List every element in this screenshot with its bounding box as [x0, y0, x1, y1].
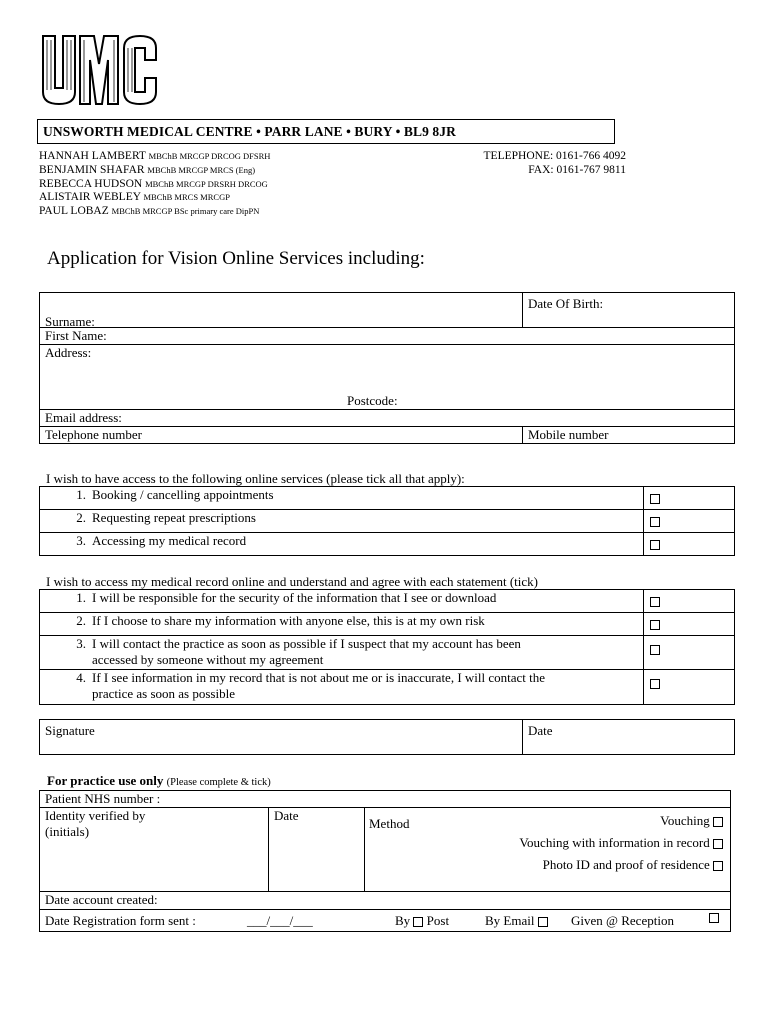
signature-field[interactable]: [40, 720, 523, 755]
statement-item: 4. If I see information in my record that is not about me or is inaccurate, I will contact the practice as soon as possible: [40, 670, 644, 705]
statement-label-cont: accessed by someone without my agreement: [92, 652, 324, 667]
doctor-row: [39, 150, 270, 164]
statement-4-checkbox[interactable]: [650, 679, 660, 689]
practice-heading-text: For practice use only: [47, 773, 164, 788]
method-option-label: Vouching: [660, 813, 710, 828]
service-item: 2. Requesting repeat prescriptions: [40, 510, 644, 533]
booking-checkbox[interactable]: [650, 494, 660, 504]
doctor-name: ALISTAIR WEBLEY: [39, 191, 141, 204]
statement-checkbox-cell: [644, 670, 735, 705]
form-title: Application for Vision Online Services including:: [47, 248, 425, 269]
method-label: Method: [369, 816, 410, 831]
registration-sent-field: [40, 910, 731, 932]
signature-date-label: Date: [528, 723, 553, 738]
service-label: Booking / cancelling appointments: [92, 487, 274, 502]
by-post-option[interactable]: [395, 913, 449, 929]
statement-label-cont: practice as soon as possible: [92, 686, 235, 701]
first-name-label: First Name:: [45, 328, 107, 343]
umc-logo: [40, 30, 160, 108]
statement-label: I will contact the practice as soon as possible if I suspect that my account has been: [92, 636, 521, 651]
statement-2-checkbox[interactable]: [650, 620, 660, 630]
account-created-label: Date account created:: [45, 892, 158, 907]
dob-field[interactable]: [523, 293, 735, 328]
service-checkbox-cell: [644, 510, 735, 533]
doctor-quals: MBChB MRCGP DRSRH DRCOG: [145, 178, 268, 189]
signature-label: Signature: [45, 723, 95, 738]
doctor-quals: MBChB MRCGP MRCS (Eng): [147, 164, 256, 175]
services-intro: I wish to have access to the following online services (please tick all that apply):: [46, 471, 465, 486]
practice-heading-note: (Please complete & tick): [166, 777, 271, 788]
doctor-quals: MBChB MRCS MRCGP: [143, 192, 230, 203]
service-checkbox-cell: [644, 487, 735, 510]
method-option-label: Photo ID and proof of residence: [542, 857, 710, 872]
statement-1-checkbox[interactable]: [650, 597, 660, 607]
post-label: Post: [426, 912, 450, 928]
address-label: Address:: [45, 345, 92, 360]
doctor-row: [39, 191, 270, 205]
doctors-list: [39, 150, 270, 219]
doctor-row: [39, 164, 270, 178]
vouching-checkbox[interactable]: [713, 817, 723, 827]
service-checkbox-cell: [644, 533, 735, 556]
mobile-label: Mobile number: [528, 427, 609, 442]
practice-table: [39, 790, 731, 932]
email-checkbox[interactable]: [538, 917, 548, 927]
doctor-row: [39, 178, 270, 192]
signature-table: [39, 719, 735, 755]
doctor-name: BENJAMIN SHAFAR: [39, 163, 145, 176]
doctor-name: HANNAH LAMBERT: [39, 150, 146, 162]
account-created-field[interactable]: [40, 892, 731, 910]
doctor-quals: MBChB MRCGP BSc primary care DipPN: [111, 206, 260, 217]
nhs-number-field[interactable]: [40, 791, 731, 808]
statement-checkbox-cell: [644, 590, 735, 613]
initials-label: (initials): [45, 824, 90, 839]
service-label: Accessing my medical record: [92, 533, 247, 548]
medical-record-checkbox[interactable]: [650, 540, 660, 550]
method-option[interactable]: [370, 832, 725, 854]
services-table: [39, 486, 735, 556]
by-email-label: By Email: [485, 912, 535, 928]
telephone-label: Telephone number: [45, 427, 142, 442]
statement-label: I will be responsible for the security of the information that I see or download: [92, 590, 497, 605]
doctor-quals: MBChB MRCGP DRCOG DFSRH: [148, 151, 271, 161]
service-item: 1. Booking / cancelling appointments: [40, 487, 644, 510]
identity-date-label: Date: [274, 808, 299, 823]
statement-checkbox-cell: [644, 613, 735, 636]
method-option[interactable]: [370, 854, 725, 876]
doctor-name: PAUL LOBAZ: [39, 205, 109, 218]
statement-item: 3. I will contact the practice as soon as possible if I suspect that my account has been accessed by someone without my agreement: [40, 636, 644, 670]
by-label: By: [395, 912, 411, 928]
statement-checkbox-cell: [644, 636, 735, 670]
method-option-label: Vouching with information in record: [519, 835, 710, 850]
statement-label: If I choose to share my information with anyone else, this is at my own risk: [92, 613, 485, 628]
prescriptions-checkbox[interactable]: [650, 517, 660, 527]
practice-address: UNSWORTH MEDICAL CENTRE • PARR LANE • BURY • BL9 8JR: [37, 119, 615, 144]
reception-option[interactable]: [571, 913, 674, 929]
mobile-field[interactable]: [523, 427, 735, 444]
method-option[interactable]: [370, 810, 725, 832]
postcode-label: Postcode:: [347, 393, 398, 408]
registration-date-blank[interactable]: ___/___/___: [247, 912, 313, 928]
address-field[interactable]: [40, 345, 735, 410]
contact-info: [430, 150, 626, 178]
vouching-info-checkbox[interactable]: [713, 839, 723, 849]
first-name-field[interactable]: [40, 328, 735, 345]
statement-item: 1. I will be responsible for the security of the information that I see or download: [40, 590, 644, 613]
post-checkbox[interactable]: [413, 917, 423, 927]
fax: FAX: 0161-767 9811: [528, 163, 626, 176]
reception-checkbox[interactable]: [709, 913, 719, 923]
identity-date-field[interactable]: [269, 808, 365, 892]
service-label: Requesting repeat prescriptions: [92, 510, 256, 525]
personal-details-table: [39, 292, 735, 444]
nhs-number-label: Patient NHS number :: [45, 791, 161, 806]
email-label: Email address:: [45, 410, 122, 425]
registration-sent-label: Date Registration form sent :: [45, 912, 196, 928]
identity-label: Identity verified by: [45, 808, 146, 823]
statement-item: 2. If I choose to share my information with anyone else, this is at my own risk: [40, 613, 644, 636]
email-field[interactable]: [40, 410, 735, 427]
reception-label: Given @ Reception: [571, 912, 674, 928]
method-field: [365, 808, 731, 892]
telephone: TELEPHONE: 0161-766 4092: [483, 150, 626, 162]
signature-date-field[interactable]: [523, 720, 735, 755]
service-item: 3. Accessing my medical record: [40, 533, 644, 556]
surname-label: Surname:: [45, 314, 95, 329]
surname-field[interactable]: [40, 293, 523, 328]
by-email-option[interactable]: [485, 913, 548, 929]
photo-id-checkbox[interactable]: [713, 861, 723, 871]
doctor-name: REBECCA HUDSON: [39, 177, 143, 190]
practice-heading: [47, 773, 271, 789]
doctor-row: [39, 205, 270, 219]
statement-label: If I see information in my record that is not about me or is inaccurate, I will contact the: [92, 670, 546, 685]
record-intro: I wish to access my medical record online and understand and agree with each statement (tick): [46, 574, 539, 589]
record-table: [39, 589, 735, 705]
statement-3-checkbox[interactable]: [650, 645, 660, 655]
identity-field[interactable]: [40, 808, 269, 892]
dob-label: Date Of Birth:: [528, 296, 604, 311]
telephone-field[interactable]: [40, 427, 523, 444]
